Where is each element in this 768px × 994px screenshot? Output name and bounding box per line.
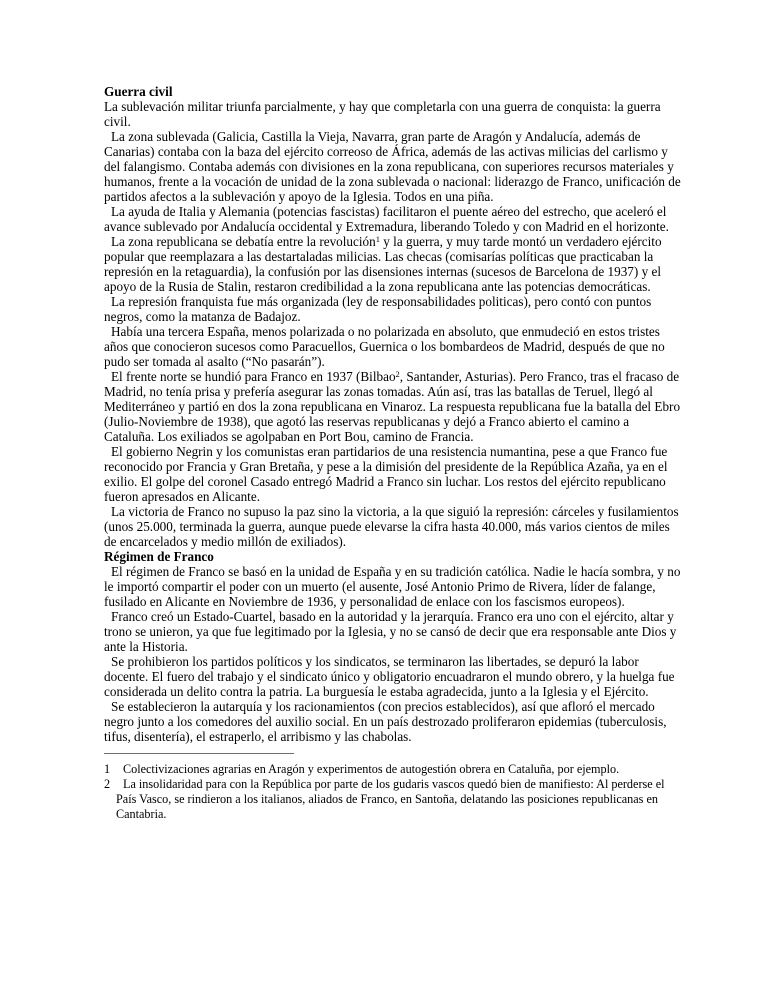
text-run: La victoria de Franco no supuso la paz sino la victoria, a la que siguió la represión: cárceles y fusilamientos (unos 25.000, terminada la guerra, aunque puede elevarse la cifra hasta 40.000, más varios cientos de miles de encarcelados y medio millón de exiliados). [104, 504, 679, 549]
footnote-item [104, 777, 682, 822]
body-paragraph [104, 324, 682, 369]
body-paragraph [104, 234, 682, 294]
body-paragraph [104, 444, 682, 504]
body-paragraph [104, 129, 682, 204]
footnote-item [104, 762, 682, 777]
footnote-number: 2 [104, 777, 111, 791]
text-run: El régimen de Franco se basó en la unidad de España y en su tradición católica. Nadie le hacía sombra, y no le importó compartir el poder con un muerto (el ausente, José Antonio Primo de Rivera, líder de falange, fusilado en Alicante en Noviembre de 1936, y personalidad de enlace con los fascismos europeos). [104, 564, 681, 609]
text-run: El gobierno Negrin y los comunistas eran partidarios de una resistencia numantina, pese a que Franco fue reconocido por Francia y Gran Bretaña, y pese a la dimisión del presidente de la República Azaña, ya en el exilio. El golpe del coronel Casado entregó Madrid a Franco sin luchar. Los restos del ejército republicano fueron apresados en Alicante. [104, 444, 668, 504]
body-paragraph [104, 609, 682, 654]
footnote-separator [104, 753, 294, 754]
body-paragraph [104, 504, 682, 549]
text-run: La represión franquista fue más organizada (ley de responsabilidades politicas), pero contó con puntos negros, como la matanza de Badajoz. [104, 294, 652, 324]
text-run: El frente norte se hundió para Franco en 1937 (Bilbao [111, 369, 396, 384]
body-paragraph [104, 654, 682, 699]
footnote-ref-marker: 1 [375, 234, 380, 244]
body-paragraph [104, 699, 682, 744]
body-paragraph [104, 204, 682, 234]
section-heading: Guerra civil [104, 84, 173, 99]
text-run: Se prohibieron los partidos políticos y los sindicatos, se terminaron las libertades, se depuró la labor docente. El fuero del trabajo y el sindicato único y obligatorio encuadraron el mundo obrero, y la huelga fue considerada un delito contra la patria. La burguesía le estaba agradecida, junto a la Iglesia y el Ejército. [104, 654, 675, 699]
text-run: y la guerra, y muy tarde montó un verdadero ejército popular que reemplazara a las destartaladas milicias. Las checas (comisarías políticas que practicaban la represión en la retaguardia), la confusión por las disensiones internas (sucesos de Barcelona de 1937) y el apoyo de la Rusia de Stalin, restaron credibilidad a la zona republicana ante las potencias democráticas. [104, 234, 662, 294]
body-paragraph [104, 369, 682, 444]
body-paragraph [104, 294, 682, 324]
text-run: La ayuda de Italia y Alemania (potencias fascistas) facilitaron el puente aéreo del estrecho, que aceleró el avance sublevado por Andalucía occidental y Extremadura, liberando Toledo y con Madrid en el horizonte. [104, 204, 669, 234]
footnotes-section [104, 762, 682, 822]
text-run: La zona republicana se debatía entre la revolución [111, 234, 376, 249]
body-paragraph [104, 564, 682, 609]
text-run: Se establecieron la autarquía y los racionamientos (con precios establecidos), así que afloró el mercado negro junto a los comedores del auxilio social. En un país destrozado proliferaron epidemias (tuberculosis, tifus, disentería), el estraperlo, el arribismo y las chabolas. [104, 699, 667, 744]
text-run: La zona sublevada (Galicia, Castilla la Vieja, Navarra, gran parte de Aragón y Andalucía, además de Canarias) contaba con la baza del ejército correoso de África, además de las activas milicias del carlismo y del falangismo. Contaba además con divisiones en la zona republicana, con superiores recursos materiales y humanos, frente a la vocación de unidad de la zona sublevada o nacional: liderazgo de Franco, unificación de partidos afectos a la sublevación y apoyo de la Iglesia. Todos en una piña. [104, 129, 681, 204]
footnote-number: 1 [104, 762, 111, 776]
footnote-text: Colectivizaciones agrarias en Aragón y experimentos de autogestión obrera en Cataluña, por ejemplo. [123, 762, 620, 776]
document-body [104, 84, 682, 744]
body-paragraph [104, 99, 682, 129]
section-heading: Régimen de Franco [104, 549, 214, 564]
text-run: Había una tercera España, menos polarizada o no polarizada en absoluto, que enmudeció en estos tristes años que conocieron sucesos como Paracuellos, Guernica o los bombardeos de Madrid, después de que no pudo ser tomada al asalto (“No pasarán”). [104, 324, 665, 369]
text-run: , Santander, Asturias). Pero Franco, tras el fracaso de Madrid, no tenía prisa y prefería asegurar las zonas tomadas. Aún así, tras las batallas de Teruel, llegó al Mediterráneo y partió en dos la zona republicana en Vinaroz. La respuesta republicana fue la batalla del Ebro (Julio-Noviembre de 1938), que agotó las reservas republicanas y dejó a Franco abierto el camino a Cataluña. Los exiliados se agolpaban en Port Bou, camino de Francia. [104, 369, 681, 444]
text-run: La sublevación militar triunfa parcialmente, y hay que completarla con una guerra de conquista: la guerra civil. [104, 99, 661, 129]
footnote-text: La insolidaridad para con la República por parte de los gudaris vascos quedó bien de manifiesto: Al perderse el País Vasco, se rindieron a los italianos, aliados de Franco, en Santoña, delatando las posiciones republicanas en Cantabria. [116, 777, 665, 821]
text-run: Franco creó un Estado-Cuartel, basado en la autoridad y la jerarquía. Franco era uno con el ejército, altar y trono se unieron, ya que fue legitimado por la Iglesia, y no se cansó de decir que era responsable ante Dios y ante la Historia. [104, 609, 677, 654]
footnote-ref-marker: 2 [395, 369, 400, 379]
